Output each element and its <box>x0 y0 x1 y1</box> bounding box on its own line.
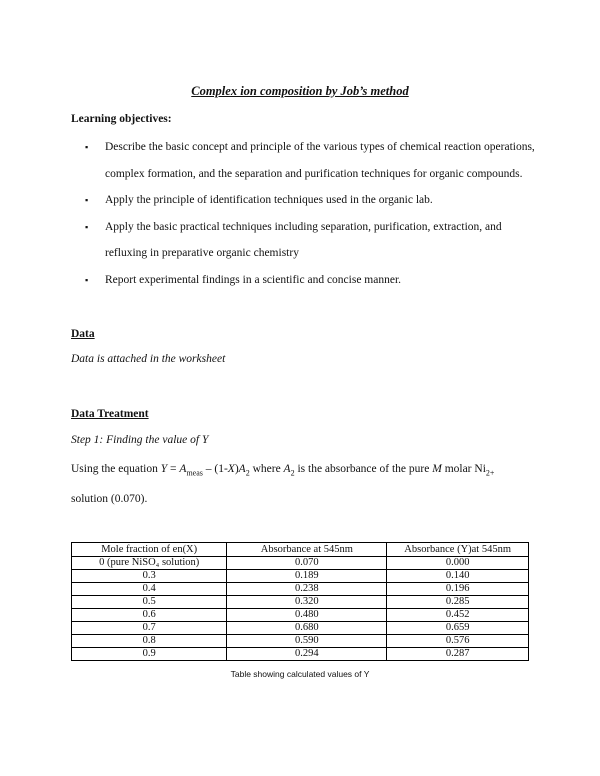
step-heading: Step 1: Finding the value of Y <box>71 434 209 446</box>
table-row <box>72 570 529 583</box>
absorbance-table <box>71 542 529 661</box>
table-row <box>72 648 529 661</box>
eq-tail: is the absorbance of the pure <box>294 463 433 475</box>
eq-a2-ref: A <box>283 463 291 475</box>
data-heading: Data <box>71 328 95 340</box>
table-body <box>72 557 529 661</box>
table-cell: 0.5 <box>72 596 227 609</box>
eq-close: ) <box>234 463 239 475</box>
table-header-row <box>72 543 529 557</box>
table-cell: 0.9 <box>72 648 227 661</box>
table-row <box>72 622 529 635</box>
table-row <box>72 609 529 622</box>
table-cell: 0.285 <box>387 596 529 609</box>
table-cell: 0.196 <box>387 583 529 596</box>
eq-a-meas-sub: meas <box>186 468 203 478</box>
eq-equals: = <box>167 463 180 475</box>
objectives-heading: Learning objectives: <box>71 113 172 125</box>
table-row <box>72 635 529 648</box>
table-cell: 0.452 <box>387 609 529 622</box>
objective-item: ▪ Describe the basic concept and principle of the various types of chemical reaction operations, complex formation, and the separation and purification techniques for organic compounds. <box>85 134 535 187</box>
eq-where: where <box>249 463 284 475</box>
table-cell: 0.8 <box>72 635 227 648</box>
column-header-absorbance: Absorbance at 545nm <box>227 543 387 557</box>
table-cell: 0.659 <box>387 622 529 635</box>
table-cell: 0 (pure NiSO₄ solution) <box>72 557 227 570</box>
data-note: Data is attached in the worksheet <box>71 353 226 365</box>
table-cell: 0.680 <box>227 622 387 635</box>
table-row <box>72 583 529 596</box>
eq-a2: A <box>238 463 246 475</box>
eq-ni-charge: 2+ <box>485 468 495 478</box>
page-title: Complex ion composition by Job’s method <box>191 84 409 98</box>
table-cell: 0.189 <box>227 570 387 583</box>
eq-a-meas: A <box>179 463 187 475</box>
column-header-mole-fraction: Mole fraction of en(X) <box>72 543 227 557</box>
objective-item: ▪ Apply the basic practical techniques including separation, purification, extraction, and refluxing in preparative organic chemistry <box>85 214 535 267</box>
eq-m: M <box>432 463 442 475</box>
eq-ni: molar Ni <box>441 463 486 475</box>
table-cell: 0.7 <box>72 622 227 635</box>
table-row <box>72 596 529 609</box>
table-cell: 0.000 <box>387 557 529 570</box>
column-header-absorbance-y: Absorbance (Y)at 545nm <box>387 543 529 557</box>
table-cell: 0.576 <box>387 635 529 648</box>
table-cell: 0.238 <box>227 583 387 596</box>
objectives-list <box>85 134 535 293</box>
eq-a2-ref-sub: 2 <box>290 468 295 478</box>
table-cell: 0.287 <box>387 648 529 661</box>
table-cell: 0.4 <box>72 583 227 596</box>
table-cell: 0.294 <box>227 648 387 661</box>
table-cell: 0.480 <box>227 609 387 622</box>
equation-paragraph <box>71 456 541 512</box>
table-cell: 0.320 <box>227 596 387 609</box>
objective-item: ▪ Apply the principle of identification techniques used in the organic lab. <box>85 187 535 214</box>
table-cell: 0.070 <box>227 557 387 570</box>
table-cell: 0.590 <box>227 635 387 648</box>
eq-x: X <box>227 463 235 475</box>
eq-a2-sub: 2 <box>245 468 250 478</box>
eq-mid: – (1- <box>202 463 228 475</box>
table-caption: Table showing calculated values of Y <box>230 669 370 679</box>
objective-item: ▪ Report experimental findings in a scientific and concise manner. <box>85 267 535 294</box>
table-cell: 0.6 <box>72 609 227 622</box>
data-treatment-heading: Data Treatment <box>71 408 149 420</box>
table-cell: 0.140 <box>387 570 529 583</box>
eq-y: Y <box>160 463 168 475</box>
equation-line2: solution (0.070). <box>71 493 148 506</box>
equation-intro: Using the equation <box>71 463 161 475</box>
table-row <box>72 557 529 570</box>
table-cell: 0.3 <box>72 570 227 583</box>
